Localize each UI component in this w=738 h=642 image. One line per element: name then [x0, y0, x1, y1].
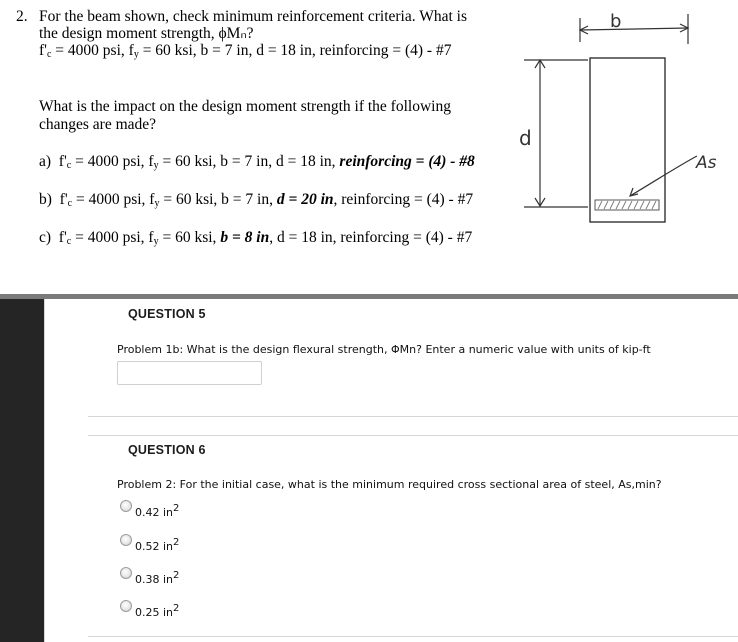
- question-5-text: Problem 1b: What is the design flexural strength, ΦMn? Enter a numeric value with units of kip-ft: [117, 343, 651, 356]
- question-6-top-divider: [88, 435, 738, 436]
- b-dim-line: [580, 28, 688, 30]
- question-6-text: Problem 2: For the initial case, what is the minimum required cross sectional area of steel, As,min?: [117, 478, 662, 491]
- beam-cross-section-diagram: [500, 0, 738, 240]
- question-5-answer-input[interactable]: [117, 361, 262, 385]
- problem-statement-image: [0, 0, 738, 294]
- left-navigation-bar: [0, 299, 44, 642]
- option-label: 0.42 $in^2$: [135, 503, 180, 519]
- option-label: 0.38 $in^2$: [135, 570, 180, 586]
- problem-line-1: For the beam shown, check minimum reinforcement criteria. What is: [39, 8, 467, 25]
- quiz-panel: [72, 299, 738, 642]
- as-leader-line: [630, 156, 697, 196]
- radio-button[interactable]: [120, 600, 132, 612]
- impact-line-1: What is the impact on the design moment strength if the following: [39, 98, 451, 115]
- question-5-title: QUESTION 5: [128, 307, 206, 321]
- radio-button[interactable]: [120, 500, 132, 512]
- change-b: b) $f'_c = 4000$ psi, $f_y = 60$ ksi, b = 7 in, d = 20 in, reinforcing = (4) - #7: [39, 191, 474, 209]
- question-6-bottom-divider: [88, 636, 738, 637]
- radio-button[interactable]: [120, 567, 132, 579]
- beam-section-outline: [590, 58, 665, 222]
- left-gutter: [44, 299, 72, 642]
- change-a: a) $f'_c = 4000$ psi, $f_y = 60$ ksi, b = 7 in, d = 18 in, reinforcing = (4) - #8: [39, 153, 475, 171]
- steel-area-label: As: [696, 153, 717, 173]
- option-label: 0.25 $in^2$: [135, 603, 180, 619]
- problem-line-2: the design moment strength, ϕMₙ?: [39, 25, 254, 42]
- problem-number: 2.: [16, 8, 28, 25]
- question-5-bottom-divider: [88, 416, 738, 417]
- reinforcement-hatching: [598, 201, 656, 209]
- depth-label-d: d: [519, 126, 532, 150]
- option-label: 0.52 $in^2$: [135, 537, 180, 553]
- impact-line-2: changes are made?: [39, 116, 157, 133]
- radio-button[interactable]: [120, 534, 132, 546]
- question-6-title: QUESTION 6: [128, 443, 206, 457]
- problem-given: $f'_c = 4000$ psi, $f_y = 60$ ksi, b = 7 in, d = 18 in, reinforcing = (4) - #7: [39, 42, 452, 60]
- width-label-b: b: [610, 11, 622, 32]
- change-c: c) $f'_c = 4000$ psi, $f_y = 60$ ksi, b = 8 in, d = 18 in, reinforcing = (4) - #7: [39, 229, 473, 247]
